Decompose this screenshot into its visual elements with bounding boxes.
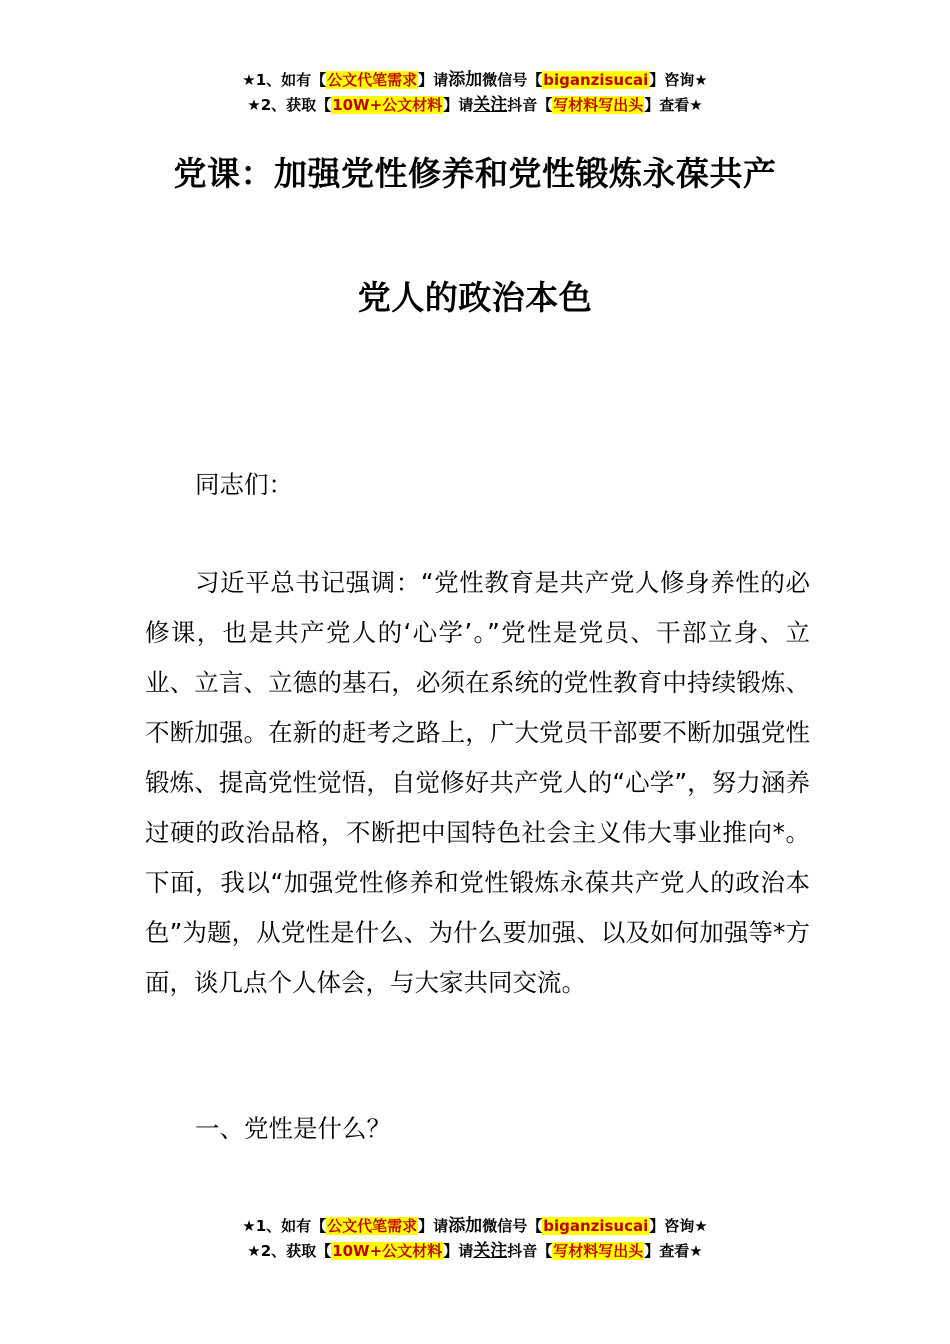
promo-text: 】请 [443, 1242, 474, 1260]
promo-douyin-account: 写材料写出头 [553, 1242, 644, 1260]
promo-highlight: 10W+公文材料 [332, 96, 443, 114]
promo-highlight: 10W+公文材料 [332, 1242, 443, 1260]
promo-douyin-account: 写材料写出头 [553, 96, 644, 114]
promo-text: 微信号【 [482, 1217, 543, 1235]
promo-text: ★2、获取【 [247, 96, 332, 114]
promo-text: ★2、获取【 [247, 1242, 332, 1260]
promo-text: 】咨询★ [649, 71, 708, 89]
body-paragraph: 习近平总书记强调：“党性教育是共产党人修身养性的必修课，也是共产党人的‘心学’。”党性是党员、干部立身、立业、立言、立德的基石，必须在系统的党性教育中持续锻炼、不断加强。在新的赶考之路上，广大党员干部要不断加强党性锻炼、提高党性觉悟，自觉修好共产党人的“心学”，努力涵养过硬的政治品格，不断把中国特色社会主义伟大事业推向*。下面，我以“加强党性修养和党性锻炼永葆共产党人的政治本色”为题，从党性是什么、为什么要加强、以及如何加强等*方面，谈几点个人体会，与大家共同交流。 [145, 568, 810, 997]
promo-text: 】咨询★ [649, 1217, 708, 1235]
document-title-line-1: 党课：加强党性修养和党性锻炼永葆共产 [173, 154, 777, 193]
promo-emphasis: 关注 [473, 1241, 508, 1261]
promo-banner-bottom [0, 1214, 950, 1264]
promo-emphasis: 添加 [448, 1216, 483, 1236]
promo-text: 】查看★ [644, 1242, 703, 1260]
promo-text: ★1、如有【 [242, 1217, 327, 1235]
promo-text: 微信号【 [482, 71, 543, 89]
promo-banner-top [0, 68, 950, 118]
promo-text: 】请 [418, 1217, 449, 1235]
promo-text: ★1、如有【 [242, 71, 327, 89]
promo-emphasis: 添加 [448, 70, 483, 90]
promo-highlight: 公文代笔需求 [327, 1217, 418, 1235]
promo-line-1 [0, 1214, 950, 1239]
promo-text: 抖音【 [507, 1242, 553, 1260]
promo-line-2 [0, 93, 950, 118]
promo-wechat-id: biganzisucai [543, 1217, 649, 1235]
promo-text: 】请 [443, 96, 474, 114]
promo-text: 】请 [418, 71, 449, 89]
document-title-line-2: 党人的政治本色 [357, 278, 593, 317]
promo-text: 抖音【 [507, 96, 553, 114]
promo-text: 】查看★ [644, 96, 703, 114]
promo-line-2 [0, 1239, 950, 1264]
promo-emphasis: 关注 [473, 95, 508, 115]
greeting: 同志们： [195, 470, 293, 499]
promo-highlight: 公文代笔需求 [327, 71, 418, 89]
promo-wechat-id: biganzisucai [543, 71, 649, 89]
promo-line-1 [0, 68, 950, 93]
section-heading: 一、党性是什么？ [195, 1114, 391, 1143]
